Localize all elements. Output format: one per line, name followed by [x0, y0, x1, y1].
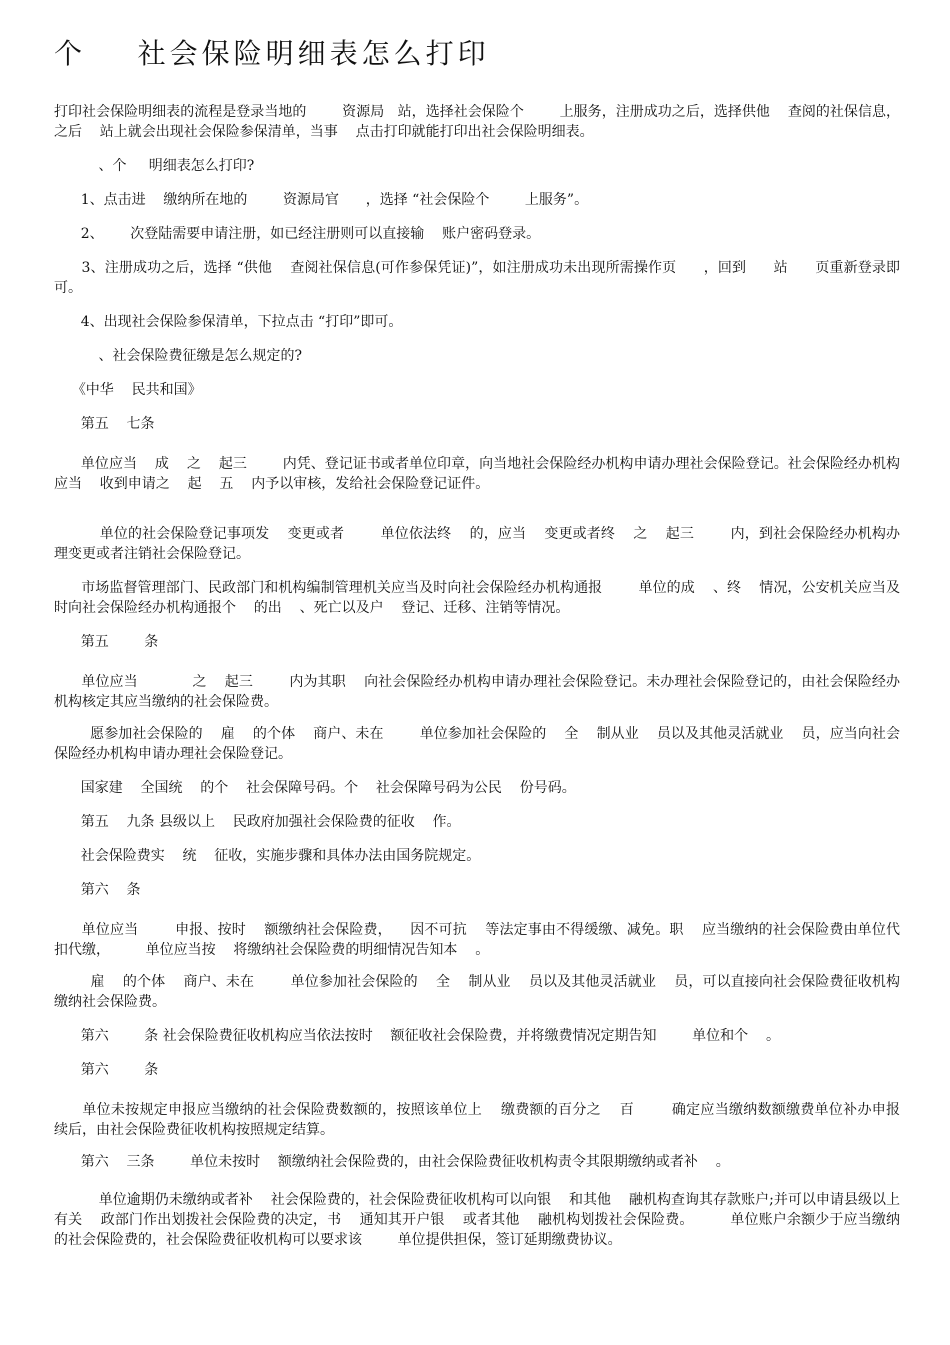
paragraph: 第五 九条 县级以上 民政府加强社会保险费的征收 作。 — [54, 814, 461, 830]
paragraph: 打印社会保险明细表的流程是登录当地的 资源局 站，选择社会保险个 上服务，注册成功之后，选择供他 查阅的社保信息，之后 站上就会出现社会保险参保清单，当事 点击打印就能打印出社会保险明细表。 — [54, 104, 900, 140]
paragraph: 单位未按规定申报应当缴纳的社会保险费数额的，按照该单位上 缴费额的百分之 百 确定应当缴纳数额缴费单位补办申报 续后，由社会保险费征收机构按照规定结算。 — [54, 1102, 918, 1138]
paragraph: 第五 条 — [54, 634, 159, 650]
paragraph: 第六 条 — [54, 1062, 159, 1078]
paragraph: 雇 的个体 商户、未在 单位参加社会保险的 全 制从业 员以及其他灵活就业 员，可以直接向社会保险费征收机构缴纳社会保险费。 — [54, 974, 900, 1010]
paragraph: 第六 条 社会保险费征收机构应当依法按时 额征收社会保险费，并将缴费情况定期告知 单位和个 。 — [54, 1028, 780, 1044]
paragraph: 社会保险费实 统 征收，实施步骤和具体办法由国务院规定。 — [54, 848, 481, 864]
paragraph: 、社会保险费征缴是怎么规定的? — [54, 348, 303, 364]
paragraph: 4、出现社会保险参保清单，下拉点击 “打印”即可。 — [54, 314, 403, 330]
paragraph: 第六 三条 单位未按时 额缴纳社会保险费的，由社会保险费征收机构责令其限期缴纳或者补 。 — [54, 1154, 730, 1170]
paragraph: 单位应当 之 起三 内为其职 向社会保险经办机构申请办理社会保险登记。未办理社会保险登记的，由社会保险经办机构核定其应当缴纳的社会保险费。 — [54, 674, 900, 710]
paragraph: 2、 次登陆需要申请注册，如已经注册则可以直接输 账户密码登录。 — [54, 226, 541, 242]
paragraph: 单位逾期仍未缴纳或者补 社会保险费的，社会保险费征收机构可以向银 和其他 融机构查询其存款账户;并可以申请县级以上有关 政部门作出划拨社会保险费的决定，书 通知其开户银 或者其他 融机构划拨社会保险费。 单位账户余额少于应当缴纳的社会保险费的，社会保险费征收机构可以要求该 单位提供担保，签订延期缴费协议。 — [54, 1192, 900, 1248]
page-title: 个 社会保险明细表怎么打印 — [54, 37, 490, 70]
paragraph: 、个 明细表怎么打印? — [54, 158, 255, 174]
paragraph: 国家建 全国统 的个 社会保障号码。个 社会保障号码为公民 份号码。 — [54, 780, 576, 796]
paragraph: 第五 七条 — [54, 416, 155, 432]
paragraph: 单位的社会保险登记事项发 变更或者 单位依法终 的，应当 变更或者终 之 起三 内，到社会保险经办机构办理变更或者注销社会保险登记。 — [54, 526, 900, 562]
paragraph: 第六 条 — [54, 882, 141, 898]
paragraph: 愿参加社会保险的 雇 的个体 商户、未在 单位参加社会保险的 全 制从业 员以及其他灵活就业 员，应当向社会保险经办机构申请办理社会保险登记。 — [54, 726, 900, 762]
paragraph: 3、注册成功之后，选择 “供他 查阅社保信息(可作参保凭证)”，如注册成功未出现所需操作页 ，回到 站 页重新登录即可。 — [54, 260, 900, 296]
paragraph: 《中华 民共和国》 — [54, 382, 202, 398]
document-page — [54, 36, 918, 1250]
paragraph: 单位应当 申报、按时 额缴纳社会保险费， 因不可抗 等法定事由不得缓缴、减免。职 应当缴纳的社会保险费由单位代扣代缴， 单位应当按 将缴纳社会保险费的明细情况告知本 。 — [54, 922, 900, 958]
paragraph: 市场监督管理部门、民政部门和机构编制管理机关应当及时向社会保险经办机构通报 单位的成 、终 情况，公安机关应当及时向社会保险经办机构通报个 的出 、死亡以及户 登记、迁移、注销等情况。 — [54, 580, 901, 616]
paragraph: 1、点击进 缴纳所在地的 资源局官 ，选择 “社会保险个 上服务”。 — [54, 192, 589, 208]
paragraph: 单位应当 成 之 起三 内凭、登记证书或者单位印章，向当地社会保险经办机构申请办理社会保险登记。社会保险经办机构应当 收到申请之 起 五 内予以审核，发给社会保险登记证件。 — [54, 456, 900, 492]
